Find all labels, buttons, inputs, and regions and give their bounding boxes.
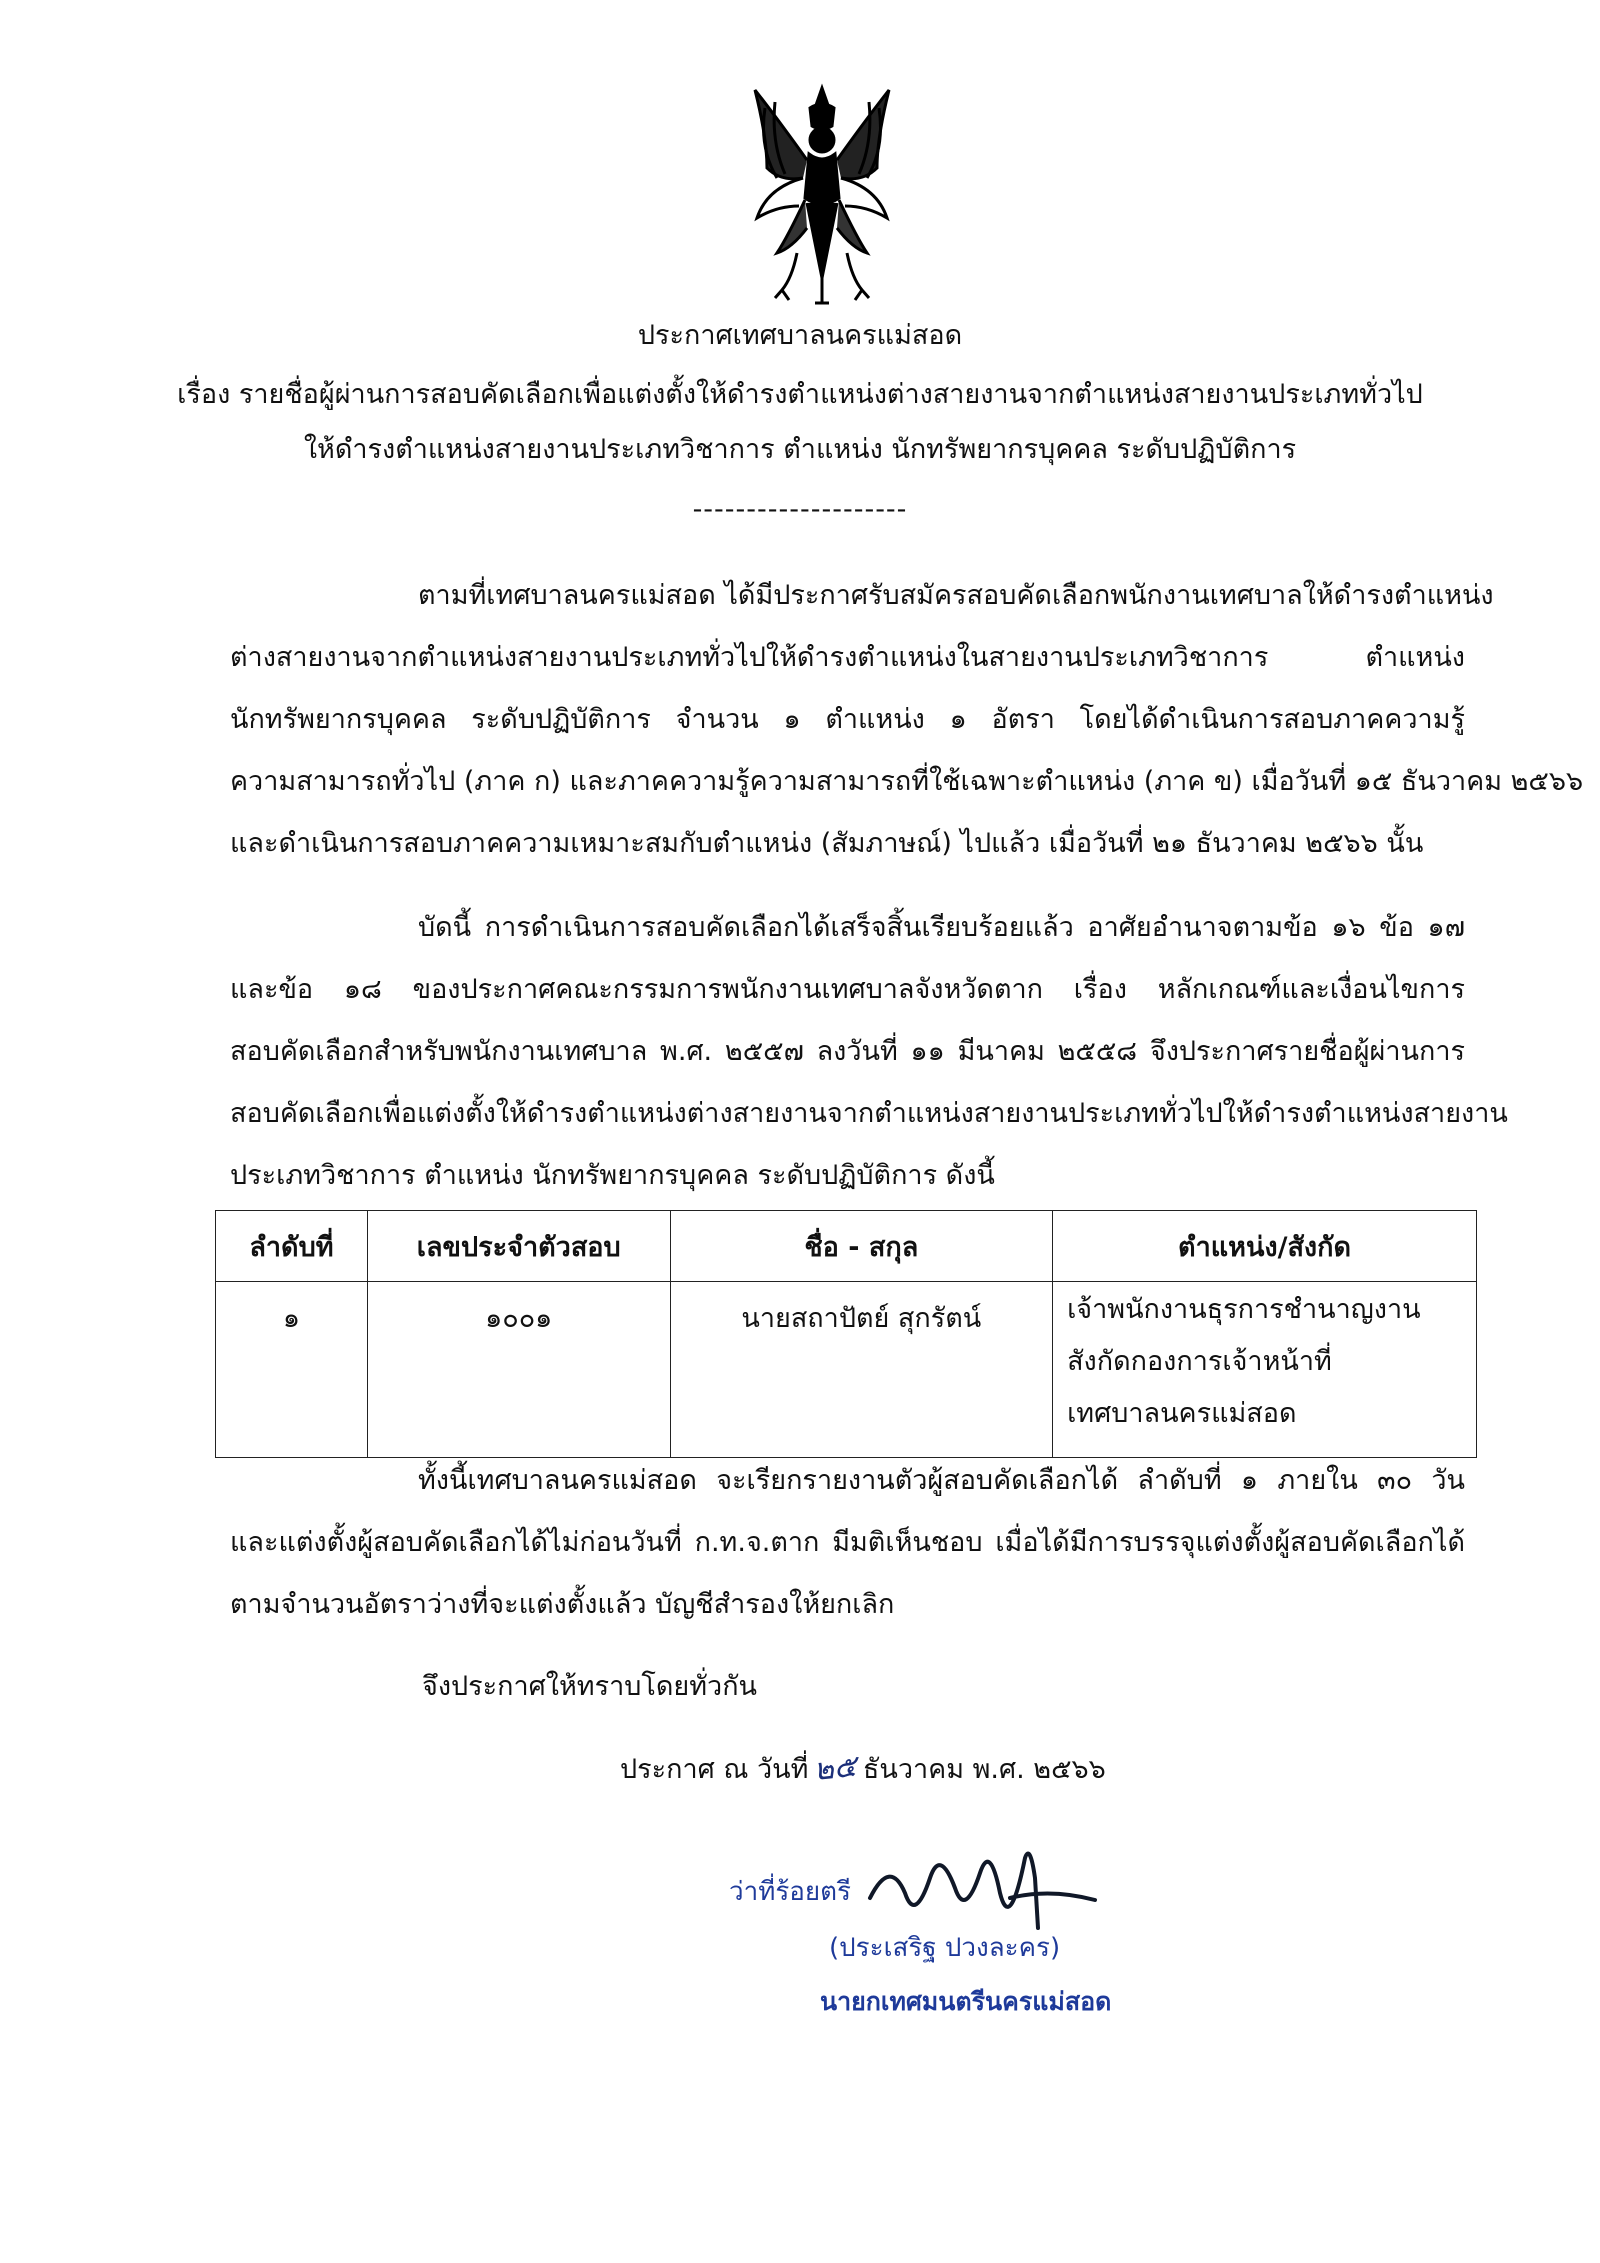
signatory-name: (ประเสริฐ ปวงละคร) [829, 1933, 1061, 1963]
paragraph-2-line: บัดนี้ การดำเนินการสอบคัดเลือกได้เสร็จสิ้นเรียบร้อยแล้ว อาศัยอำนาจตามข้อ ๑๖ ข้อ ๑๗ [418, 912, 1465, 943]
passed-candidates-table [215, 1210, 1477, 1458]
paragraph-3-line: ทั้งนี้เทศบาลนครแม่สอด จะเรียกรายงานตัวผู้สอบคัดเลือกได้ ลำดับที่ ๑ ภายใน ๓๐ วัน [418, 1465, 1465, 1496]
paragraph-1-line: ต่างสายงานจากตำแหน่งสายงานประเภททั่วไปให้ดำรงตำแหน่งในสายงานประเภทวิชาการ ตำแหน่ง [230, 642, 1465, 673]
paragraph-2-line: ประเภทวิชาการ ตำแหน่ง นักทรัพยากรบุคคล ระดับปฏิบัติการ ดังนี้ [230, 1160, 995, 1191]
cell-order: ๑ [216, 1282, 368, 1458]
position-line: เทศบาลนครแม่สอด [1067, 1398, 1297, 1429]
paragraph-1-line: ตามที่เทศบาลนครแม่สอด ได้มีประกาศรับสมัครสอบคัดเลือกพนักงานเทศบาลให้ดำรงตำแหน่ง [418, 580, 1494, 611]
cell-exam-id: ๑๐๐๑ [367, 1282, 670, 1458]
paragraph-1-line: และดำเนินการสอบภาคความเหมาะสมกับตำแหน่ง (สัมภาษณ์) ไปแล้ว เมื่อวันที่ ๒๑ ธันวาคม ๒๕๖๖ นั้น [230, 828, 1424, 859]
date-prefix: ประกาศ ณ วันที่ [620, 1754, 809, 1785]
paragraph-1-line: ความสามารถทั่วไป (ภาค ก) และภาคความรู้ความสามารถที่ใช้เฉพาะตำแหน่ง (ภาค ข) เมื่อวันที่ ๑๕ ธันวาคม ๒๕๖๖ [230, 766, 1584, 797]
table-header-row [216, 1211, 1477, 1282]
garuda-emblem-icon [737, 78, 907, 315]
table-row [216, 1282, 1477, 1458]
handwritten-day: ๒๕ [812, 1748, 859, 1789]
date-suffix: ธันวาคม พ.ศ. ๒๕๖๖ [862, 1754, 1106, 1785]
subject-line-2: ให้ดำรงตำแหน่งสายงานประเภทวิชาการ ตำแหน่ง นักทรัพยากรบุคคล ระดับปฏิบัติการ [303, 434, 1297, 465]
position-line: เจ้าพนักงานธุรการชำนาญงาน [1067, 1294, 1421, 1325]
paragraph-3 [230, 1450, 1465, 1636]
cell-position [1053, 1282, 1477, 1458]
closing-statement: จึงประกาศให้ทราบโดยทั่วกัน [422, 1671, 757, 1702]
column-header-exam-id: เลขประจำตัวสอบ [367, 1211, 670, 1282]
paragraph-3-line: และแต่งตั้งผู้สอบคัดเลือกได้ไม่ก่อนวันที่ ก.ท.จ.ตาก มีมติเห็นชอบ เมื่อได้มีการบรรจุแต่งตั้งผู้สอบคัดเลือกได้ [230, 1527, 1465, 1558]
position-line: สังกัดกองการเจ้าหน้าที่ [1067, 1346, 1332, 1377]
column-header-name: ชื่อ - สกุล [670, 1211, 1053, 1282]
paragraph-2-line: สอบคัดเลือกเพื่อแต่งตั้งให้ดำรงตำแหน่งต่างสายงานจากตำแหน่งสายงานประเภททั่วไปให้ดำรงตำแหน่งสายงาน [230, 1098, 1508, 1129]
subject-line-1: เรื่อง รายชื่อผู้ผ่านการสอบคัดเลือกเพื่อแต่งตั้งให้ดำรงตำแหน่งต่างสายงานจากตำแหน่งสายงานประเภททั่วไป [177, 379, 1423, 410]
paragraph-3-line: ตามจำนวนอัตราว่างที่จะแต่งตั้งแล้ว บัญชีสำรองให้ยกเลิก [230, 1589, 895, 1620]
cell-name: นายสถาปัตย์ สุกรัตน์ [670, 1282, 1053, 1458]
paragraph-2 [230, 897, 1508, 1207]
issuer-heading: ประกาศเทศบาลนครแม่สอด [637, 320, 963, 351]
paragraph-1 [230, 565, 1584, 875]
paragraph-2-line: สอบคัดเลือกสำหรับพนักงานเทศบาล พ.ศ. ๒๕๕๗ ลงวันที่ ๑๑ มีนาคม ๒๕๕๘ จึงประกาศรายชื่อผู้ผ่านการ [230, 1036, 1465, 1067]
paragraph-1-line: นักทรัพยากรบุคคล ระดับปฏิบัติการ จำนวน ๑ ตำแหน่ง ๑ อัตรา โดยได้ดำเนินการสอบภาคความรู้ [230, 704, 1465, 735]
signatory-rank: ว่าที่ร้อยตรี [729, 1877, 852, 1907]
announcement-date [620, 1738, 1106, 1801]
column-header-order: ลำดับที่ [216, 1211, 368, 1282]
paragraph-2-line: และข้อ ๑๘ ของประกาศคณะกรรมการพนักงานเทศบาลจังหวัดตาก เรื่อง หลักเกณฑ์และเงื่อนไขการ [230, 974, 1465, 1005]
separator: -------------------- [692, 494, 908, 525]
column-header-position: ตำแหน่ง/สังกัด [1053, 1211, 1477, 1282]
signatory-title: นายกเทศมนตรีนครแม่สอด [820, 1987, 1112, 2016]
